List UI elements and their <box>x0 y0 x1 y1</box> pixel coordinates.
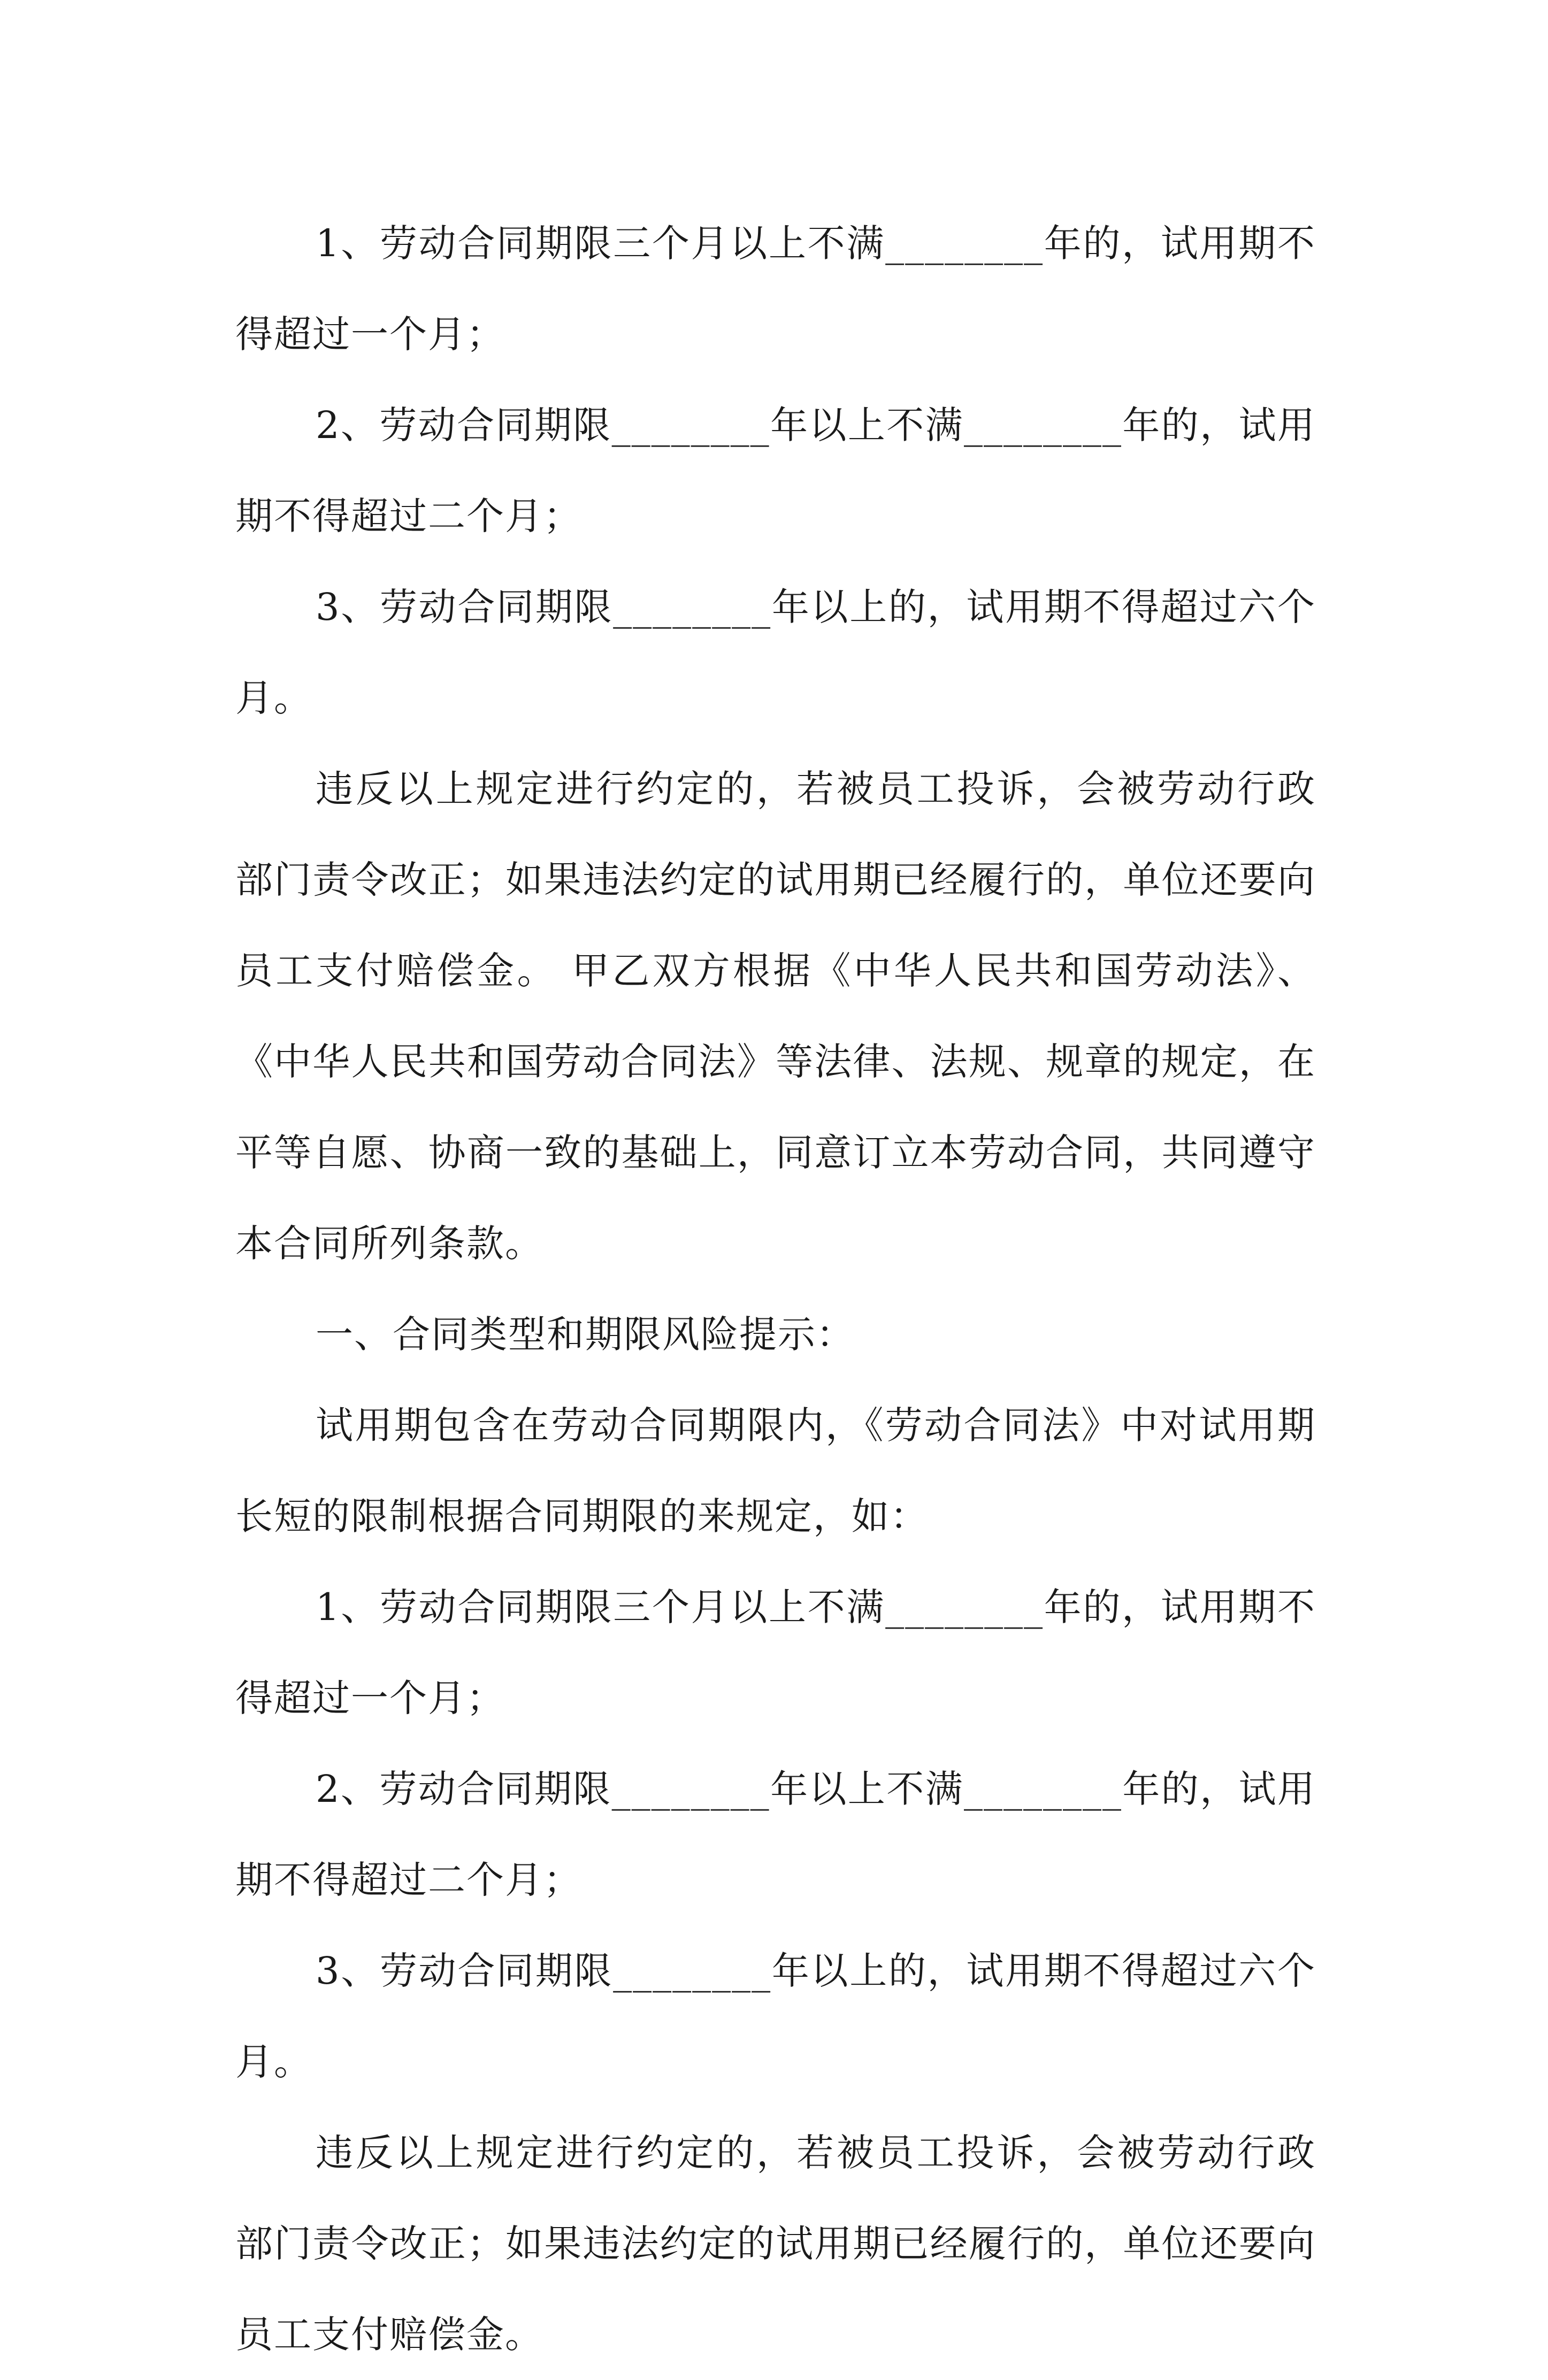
paragraph-trial-clause-3: 3、劳动合同期限________年以上的，试用期不得超过六个月。 <box>235 585 1316 720</box>
document-body <box>235 198 1316 2380</box>
paragraph-violation-repeat: 违反以上规定进行约定的，若被员工投诉，会被劳动行政部门责令改正；如果违法约定的试用期已经履行的，单位还要向员工支付赔偿金。 <box>235 2131 1316 2356</box>
paragraph-trial-clause-2: 2、劳动合同期限________年以上不满________年的，试用期不得超过二个月； <box>235 403 1316 538</box>
paragraph-trial-intro: 试用期包含在劳动合同期限内，《劳动合同法》中对试用期长短的限制根据合同期限的来规定，如： <box>235 1403 1316 1538</box>
paragraph-trial-clause-2-repeat: 2、劳动合同期限________年以上不满________年的，试用期不得超过二个月； <box>235 1767 1316 1902</box>
paragraph-trial-clause-3-repeat: 3、劳动合同期限________年以上的，试用期不得超过六个月。 <box>235 1949 1316 2084</box>
section-heading-contract-type: 一、合同类型和期限风险提示： <box>316 1312 855 1356</box>
paragraph-violation-and-agreement: 违反以上规定进行约定的，若被员工投诉，会被劳动行政部门责令改正；如果违法约定的试用期已经履行的，单位还要向员工支付赔偿金。 甲乙双方根据《中华人民共和国劳动法》、《中华人民共和国劳动合同法》等法律、法规、规章的规定，在平等自愿、协商一致的基础上，同意订立本劳动合同，共同遵守本合同所列条款。 <box>235 767 1316 1265</box>
paragraph-trial-clause-1: 1、劳动合同期限三个月以上不满________年的，试用期不得超过一个月； <box>235 221 1316 356</box>
paragraph-trial-clause-1-repeat: 1、劳动合同期限三个月以上不满________年的，试用期不得超过一个月； <box>235 1585 1316 1720</box>
